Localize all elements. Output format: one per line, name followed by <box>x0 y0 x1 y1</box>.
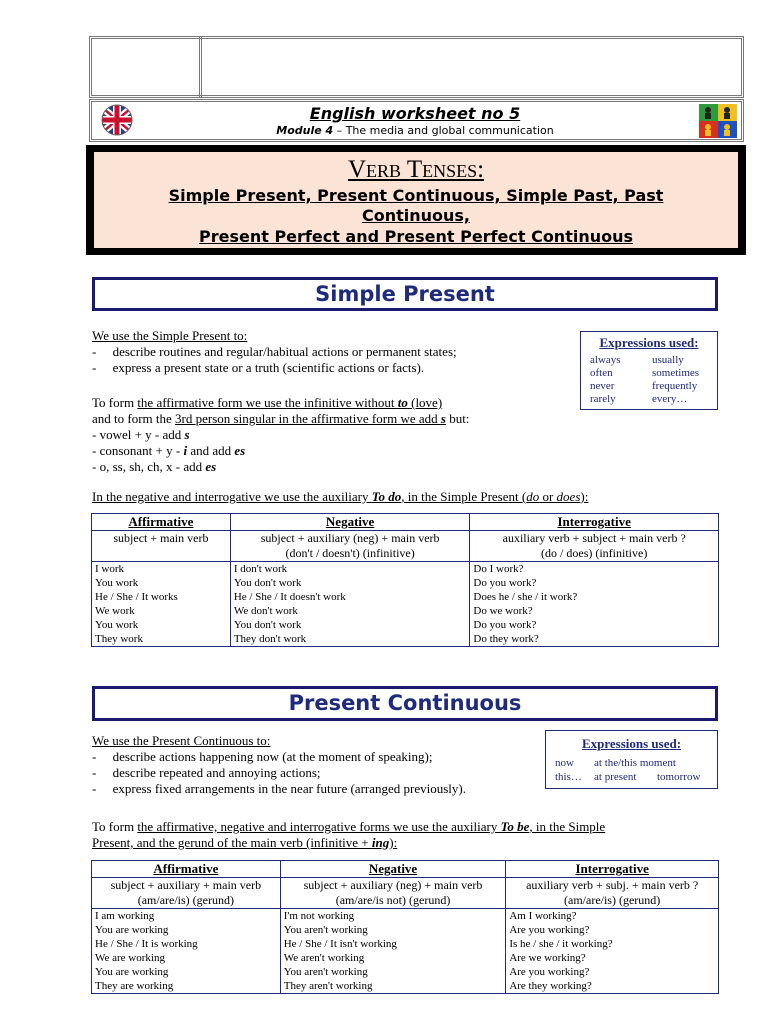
present-continuous-uses <box>92 733 552 797</box>
expression-item: now <box>555 757 574 769</box>
list-item: - express fixed arrangements in the near future (arranged previously). <box>92 781 466 796</box>
uk-flag-icon <box>98 104 136 136</box>
formula-cell: subject + auxiliary (neg) + main verb (am/are/is not) (gerund) <box>280 878 506 909</box>
expressions-heading: Expressions used: <box>599 335 699 350</box>
interrogative-column: Am I working? Are you working? Is he / she / it working? Are we working? Are you working? Are they working? <box>506 909 719 994</box>
table-header: Affirmative <box>92 861 281 878</box>
table-header: Interrogative <box>506 861 719 878</box>
header-top-box <box>89 36 744 98</box>
section-heading-simple-present: Simple Present <box>92 277 718 311</box>
module-line <box>200 124 630 137</box>
interrogative-column: Do I work? Do you work? Does he / she / it work? Do we work? Do you work? Do they work? <box>470 562 719 647</box>
table-header: Negative <box>230 514 470 531</box>
simple-present-table <box>91 513 719 647</box>
formula-cell: subject + auxiliary (neg) + main verb (don't / doesn't) (infinitive) <box>230 531 470 562</box>
expression-item: tomorrow <box>657 771 701 783</box>
expression-item: every… <box>652 393 688 405</box>
expression-item: never <box>590 380 615 392</box>
negative-column: I don't work You don't work He / She / It doesn't work We don't work You don't work They don't work <box>230 562 470 647</box>
use-heading: We use the Present Continuous to: <box>92 733 271 748</box>
expression-item: rarely <box>590 393 616 405</box>
expression-item: sometimes <box>652 367 700 379</box>
list-item: - describe routines and regular/habitual actions or permanent states; <box>92 344 457 359</box>
main-title: Verb Tenses: <box>347 156 485 183</box>
expression-item: frequently <box>652 380 698 392</box>
formula-cell: auxiliary verb + subject + main verb ? (do / does) (infinitive) <box>470 531 719 562</box>
list-item: - express a present state or a truth (scientific actions or facts). <box>92 360 425 375</box>
list-item: - describe repeated and annoying actions; <box>92 765 321 780</box>
expression-item: often <box>590 367 613 379</box>
simple-present-uses <box>92 328 572 376</box>
section-heading-present-continuous: Present Continuous <box>92 686 718 721</box>
expressions-box <box>545 730 718 789</box>
use-heading: We use the Simple Present to: <box>92 328 248 343</box>
negative-column: I'm not working You aren't working He / She / It isn't working We aren't working You aren't working They aren't working <box>280 909 506 994</box>
simple-present-form-rules: To form the affirmative form we use the infinitive without to (love) and to form the 3rd person singular in the affirmative form we add s but: - vowel + y - add s - consonant + y - i and add es - o, ss, sh, ch, x - add es <box>92 395 470 474</box>
header-divider <box>199 36 205 98</box>
subtitle-line1: Simple Present, Present Continuous, Simple Past, Past Continuous, <box>168 186 664 225</box>
expression-item: always <box>590 354 621 366</box>
subtitle-line2: Present Perfect and Present Perfect Continuous <box>198 227 634 246</box>
module-text: – The media and global communication <box>333 124 554 137</box>
expressions-heading: Expressions used: <box>581 736 682 751</box>
table-header: Negative <box>280 861 506 878</box>
affirmative-column: I work You work He / She / It works We work You work They work <box>92 562 231 647</box>
worksheet-title: English worksheet no 5 <box>309 104 521 123</box>
formula-cell: subject + auxiliary + main verb (am/are/is) (gerund) <box>92 878 281 909</box>
expression-item: this… <box>555 771 582 783</box>
table-header: Affirmative <box>92 514 231 531</box>
puzzle-people-icon <box>699 104 737 138</box>
list-item: - describe actions happening now (at the moment of speaking); <box>92 749 433 764</box>
present-continuous-table <box>91 860 719 994</box>
auxiliary-note: In the negative and interrogative we use the auxiliary To do, in the Simple Present (do or does): <box>92 489 589 504</box>
expression-item: at present <box>594 771 637 783</box>
present-continuous-form: To form the affirmative, negative and interrogative forms we use the auxiliary To be, in the Simple Present, and the gerund of the main verb (infinitive + ing): <box>92 819 606 850</box>
formula-cell: auxiliary verb + subj. + main verb ? (am/are/is) (gerund) <box>506 878 719 909</box>
affirmative-column: I am working You are working He / She / It is working We are working You are working They are working <box>92 909 281 994</box>
expression-item: at the/this moment <box>594 757 676 769</box>
expression-item: usually <box>652 354 684 366</box>
module-label: Module 4 <box>276 124 334 137</box>
formula-cell: subject + main verb <box>92 531 231 562</box>
table-header: Interrogative <box>470 514 719 531</box>
